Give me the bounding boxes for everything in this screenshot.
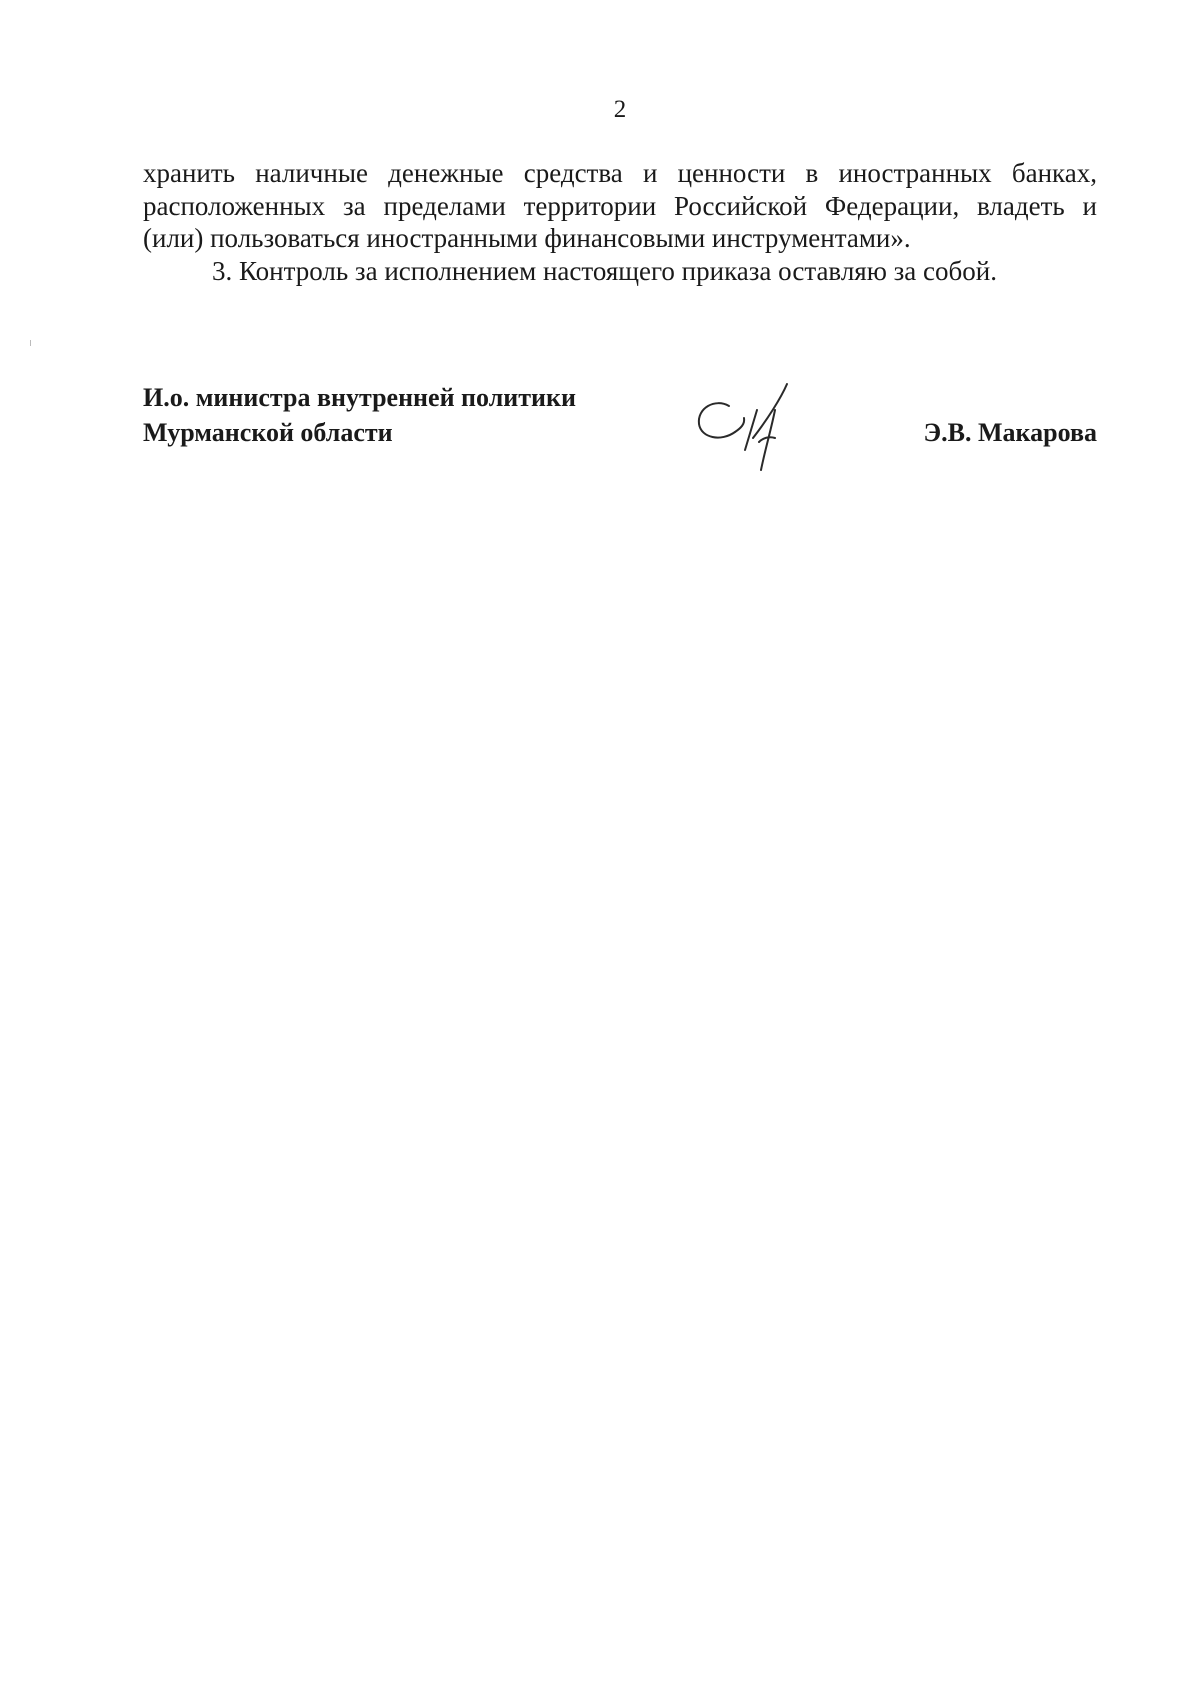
paragraph-continuation: [143, 157, 1097, 255]
signature-stroke: [735, 418, 744, 432]
body-text: [143, 157, 1097, 287]
margin-mark: [30, 340, 31, 346]
signer-name: Э.В. Макарова: [923, 418, 1097, 447]
signature-stroke: [699, 403, 735, 437]
text-line: (или) пользоваться иностранными финансовыми инструментами».: [143, 223, 911, 253]
text-line: расположенных за пределами территории Российской Федерации, владеть и: [143, 190, 1097, 221]
paragraph-3: 3. Контроль за исполнением настоящего приказа оставляю за собой.: [212, 255, 997, 286]
handwritten-signature: [695, 380, 835, 475]
signer-title-line: Мурманской области: [143, 418, 393, 447]
signature-stroke: [745, 410, 757, 450]
page-number: 2: [613, 96, 627, 123]
text-line: хранить наличные денежные средства и ценности в иностранных банках,: [143, 158, 1097, 188]
signer-title-line: И.о. министра внутренней политики: [143, 383, 576, 412]
signer-title: [143, 380, 576, 450]
signature-block: [143, 380, 1097, 470]
